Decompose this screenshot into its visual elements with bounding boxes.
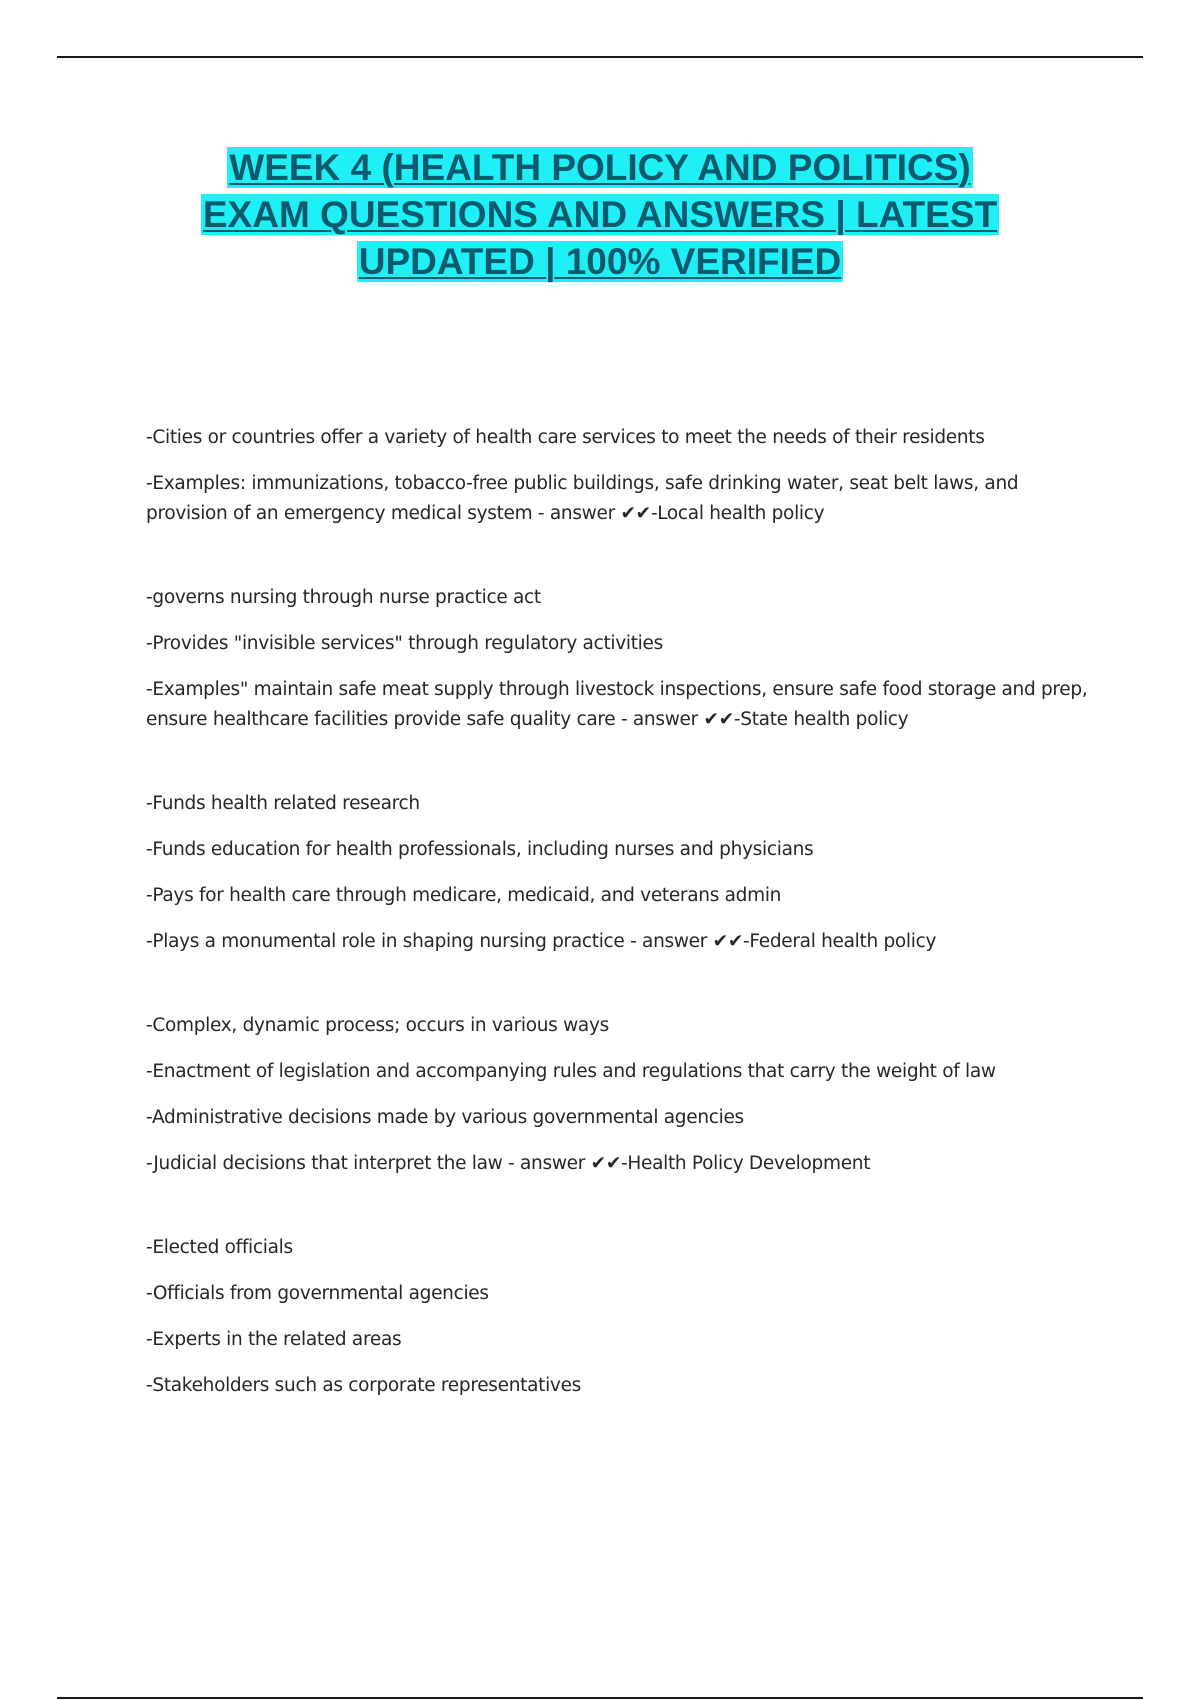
qa-line: -Cities or countries offer a variety of health care services to meet the needs of their residents [146,427,985,448]
top-rule [57,56,1143,58]
qa-block-local-health-policy [146,423,1096,529]
document-title [100,144,1100,285]
qa-line: -Provides "invisible services" through regulatory activities [146,633,663,654]
qa-block-federal-health-policy [146,789,1096,957]
qa-line: -governs nursing through nurse practice act [146,587,541,608]
document-body [146,423,1096,1455]
bottom-rule [57,1697,1143,1699]
qa-block-state-health-policy [146,583,1096,735]
qa-line: -Officials from governmental agencies [146,1283,489,1304]
qa-line: -Stakeholders such as corporate representatives [146,1375,581,1396]
qa-block-policy-participants [146,1233,1096,1401]
qa-line: -Administrative decisions made by various governmental agencies [146,1107,744,1128]
title-line-2: EXAM QUESTIONS AND ANSWERS | LATEST [202,194,998,235]
qa-line: -Pays for health care through medicare, medicaid, and veterans admin [146,885,782,906]
qa-line: -Judicial decisions that interpret the law - answer ✔✔-Health Policy Development [146,1153,871,1174]
title-line-3: UPDATED | 100% VERIFIED [358,241,842,282]
qa-line: -Examples" maintain safe meat supply through livestock inspections, ensure safe food storage and prep, ensure healthcare facilities provide safe quality care - answer ✔✔-State health policy [146,679,1088,730]
qa-block-health-policy-development [146,1011,1096,1179]
qa-line: -Examples: immunizations, tobacco-free public buildings, safe drinking water, seat belt laws, and provision of an emergency medical system - answer ✔✔-Local health policy [146,473,1019,524]
qa-line: -Plays a monumental role in shaping nursing practice - answer ✔✔-Federal health policy [146,931,937,952]
qa-line: -Complex, dynamic process; occurs in various ways [146,1015,609,1036]
qa-line: -Funds health related research [146,793,420,814]
qa-line: -Elected officials [146,1237,293,1258]
title-line-1: WEEK 4 (HEALTH POLICY AND POLITICS) [229,147,971,188]
qa-line: -Funds education for health professionals, including nurses and physicians [146,839,814,860]
qa-line: -Experts in the related areas [146,1329,402,1350]
qa-line: -Enactment of legislation and accompanying rules and regulations that carry the weight of law [146,1061,996,1082]
